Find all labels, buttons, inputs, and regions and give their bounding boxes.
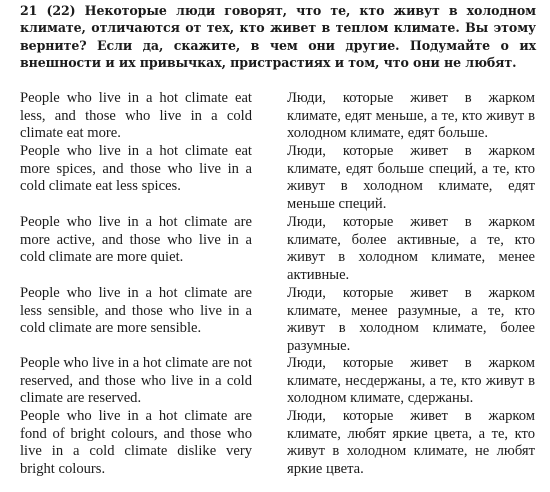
answer-english-1: People who live in a hot climate eat less, and those who live in a cold climate eat more. [20, 90, 252, 142]
answer-english-4: People who live in a hot climate are less sensible, and those who live in a cold climate are more sensible. [20, 285, 252, 337]
exercise-question: 21 (22) Некоторые люди говорят, что те, кто живут в холодном климате, отличаются от тех, кто живет в теплом климате. Вы этому верните? Если да, скажите, в чем они другие. Подумайте о их внешности и их привычках, пристрастиях и том, что они не любят. [20, 3, 536, 71]
answer-english-6: People who live in a hot climate are fond of bright colours, and those who live in a cold climate dislike very bright colours. [20, 408, 252, 477]
answer-russian-5: Люди, которые живет в жарком климате, несдержаны, а те, кто живут в холодном климате, сдержаны. [287, 355, 535, 407]
answer-russian-6: Люди, которые живет в жарком климате, любят яркие цвета, а те, кто живут в холодном климате, не любят яркие цвета. [287, 408, 535, 477]
answer-russian-2: Люди, которые живет в жарком климате, едят больше специй, а те, кто живут в холодном климате, едят меньше специй. [287, 143, 535, 212]
answer-english-5: People who live in a hot climate are not reserved, and those who live in a cold climate are reserved. [20, 355, 252, 407]
answer-russian-4: Люди, которые живет в жарком климате, менее разумные, а те, кто живут в холодном климате, более разумные. [287, 285, 535, 354]
answer-russian-3: Люди, которые живет в жарком климате, более активные, а те, кто живут в холодном климате, менее активные. [287, 214, 535, 283]
answer-english-2: People who live in a hot climate eat more spices, and those who live in a cold climate eat less spices. [20, 143, 252, 195]
answer-russian-1: Люди, которые живет в жарком климате, едят меньше, а те, кто живут в холодном климате, едят больше. [287, 90, 535, 142]
answer-english-3: People who live in a hot climate are more active, and those who live in a cold climate are more quiet. [20, 214, 252, 266]
